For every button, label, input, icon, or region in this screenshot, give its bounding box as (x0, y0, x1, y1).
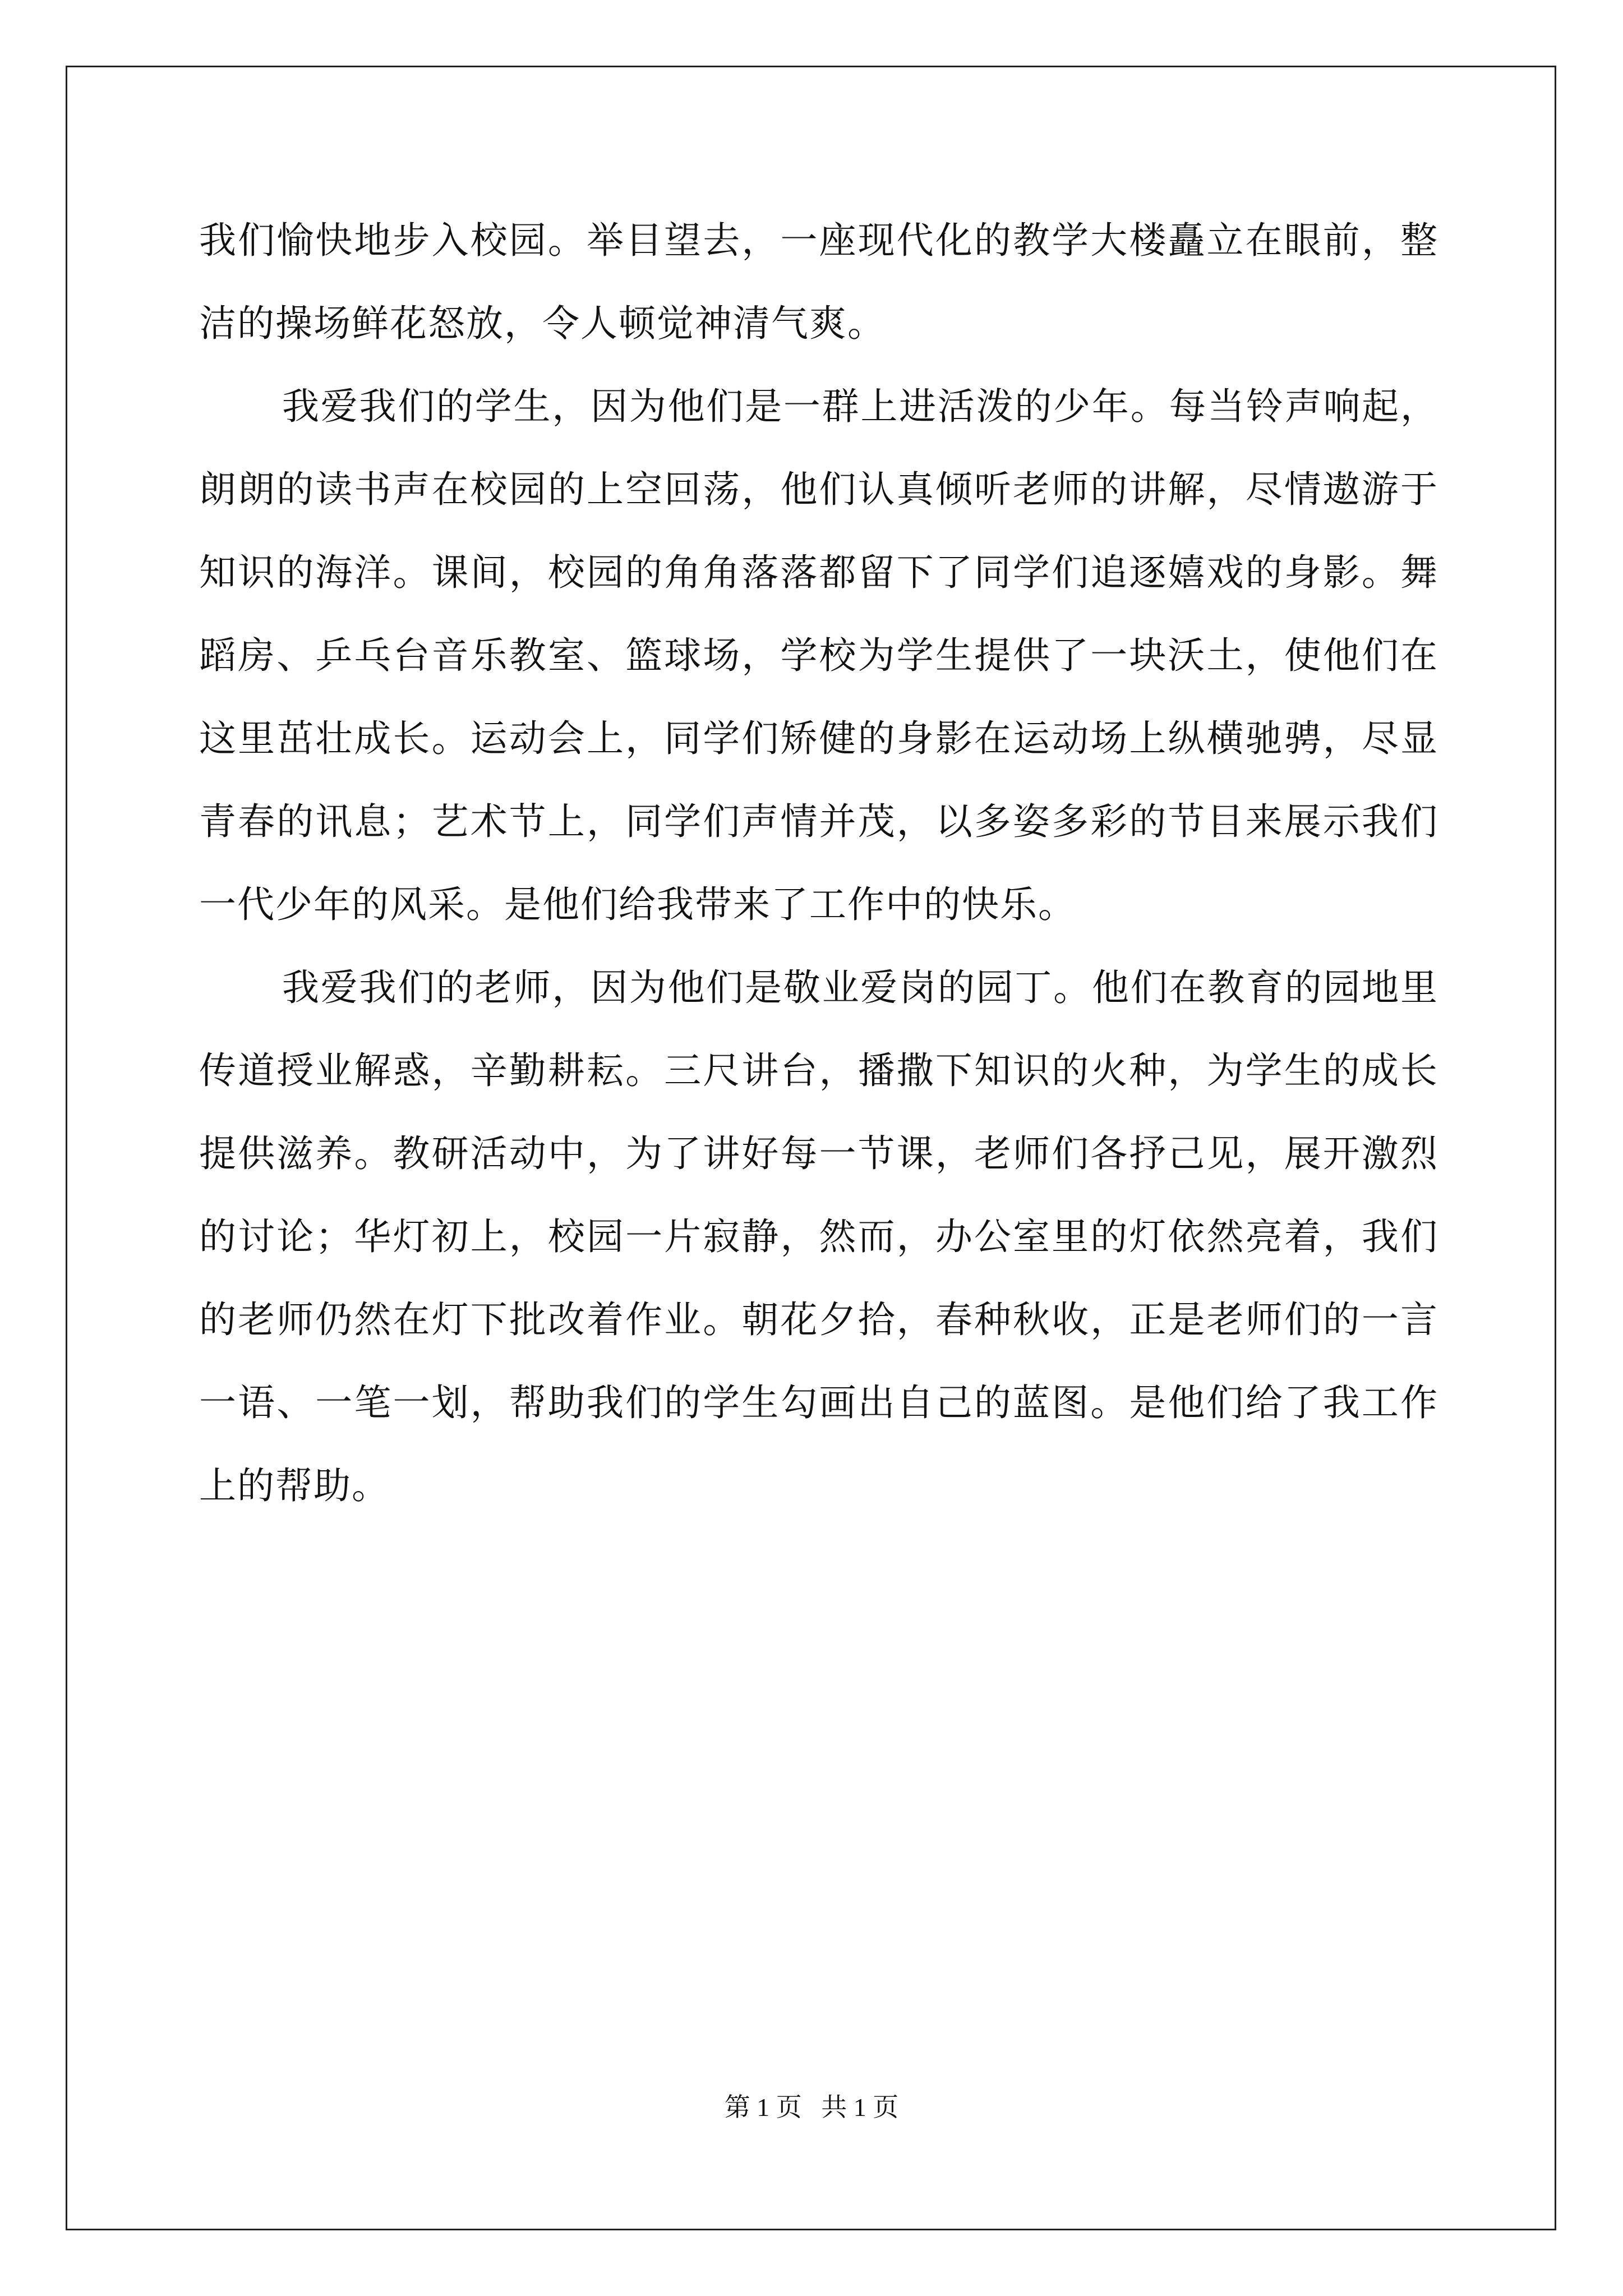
page-footer (0, 2087, 1623, 2124)
paragraph-1: 我们愉快地步入校园。举目望去，一座现代化的教学大楼矗立在眼前，整洁的操场鲜花怒放，令人顿觉神清气爽。 (199, 219, 1438, 345)
paragraph-3: 我爱我们的老师，因为他们是敬业爱岗的园丁。他们在教育的园地里传道授业解惑，辛勤耕耘。三尺讲台，播撒下知识的火种，为学生的成长提供滋养。教研活动中，为了讲好每一节课，老师们各抒己见，展开激烈的讨论；华灯初上，校园一片寂静，然而，办公室里的灯依然亮着，我们的老师仍然在灯下批改着作业。朝花夕拾，春种秋收，正是老师们的一言一语、一笔一划，帮助我们的学生勾画出自己的蓝图。是他们给了我工作上的帮助。 (199, 966, 1438, 1507)
page-number-label: 第 1 页 共 1 页 (724, 2093, 899, 2122)
paragraph-2: 我爱我们的学生，因为他们是一群上进活泼的少年。每当铃声响起，朗朗的读书声在校园的上空回荡，他们认真倾听老师的讲解，尽情遨游于知识的海洋。课间，校园的角角落落都留下了同学们追逐嬉戏的身影。舞蹈房、乒乓台音乐教室、篮球场，学校为学生提供了一块沃土，使他们在这里茁壮成长。运动会上，同学们矫健的身影在运动场上纵横驰骋，尽显青春的讯息；艺术节上，同学们声情并茂，以多姿多彩的节目来展示我们一代少年的风采。是他们给我带来了工作中的快乐。 (199, 385, 1438, 926)
document-body (199, 199, 1438, 1527)
